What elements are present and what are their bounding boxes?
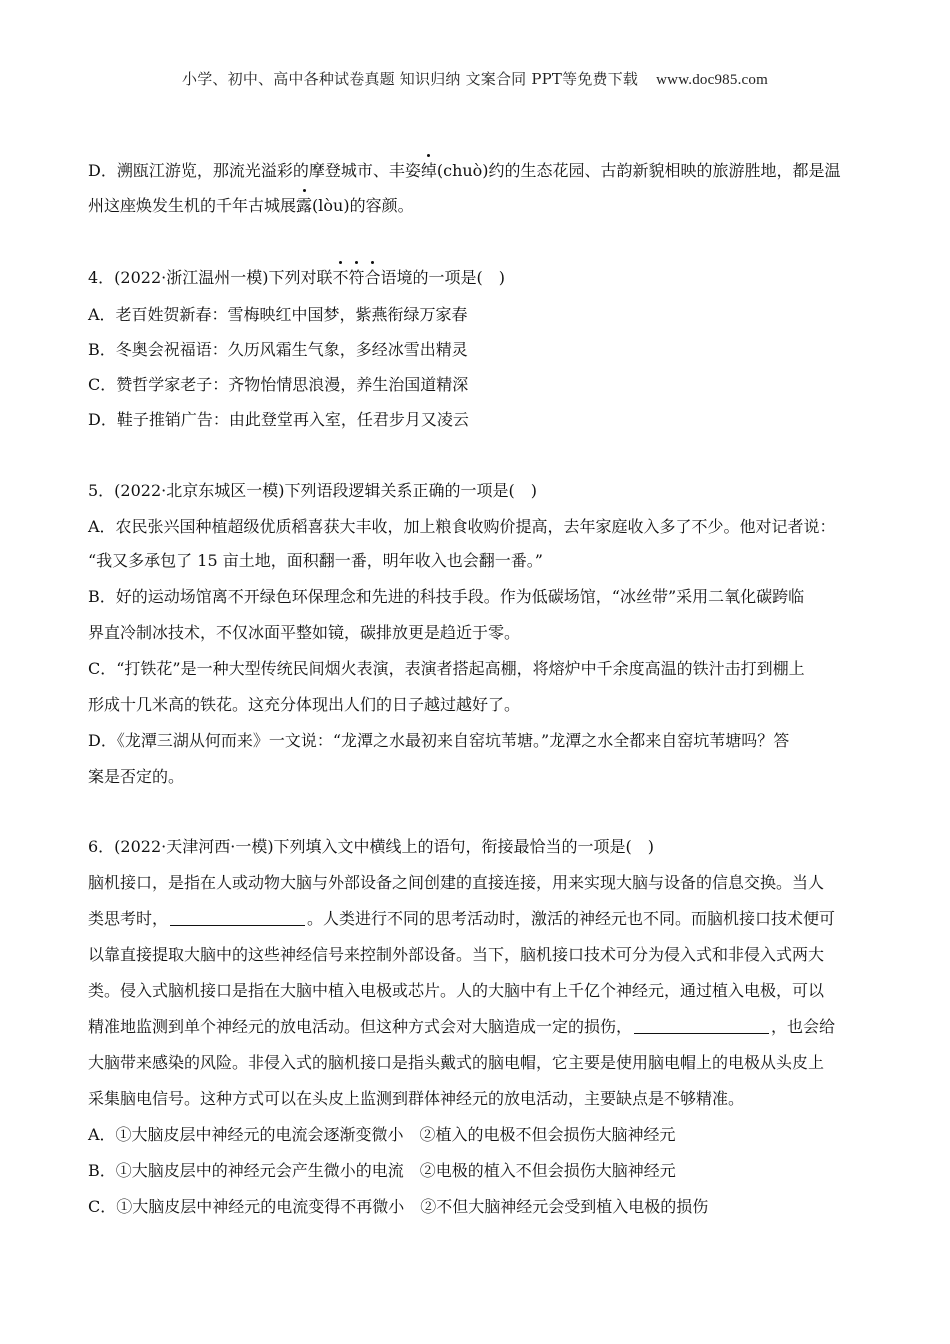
q5-line: 形成十几米高的铁花。这充分体现出人们的日子越过越好了。 [88, 695, 521, 714]
q6-passage-line: 精准地监测到单个神经元的放电活动。但这种方式会对大脑造成一定的损伤， ，也会给 [88, 1017, 836, 1036]
q6-passage-line: 以靠直接提取大脑中的这些神经信号来控制外部设备。当下，脑机接口技术可分为侵入式和非侵入式两大 [88, 945, 825, 964]
q4-option-a: A．老百姓贺新春：雪梅映红中国梦，紫燕衔绿万家春 [88, 305, 468, 324]
q6-passage-line: 类。侵入式脑机接口是指在大脑中植入电极或芯片。人的大脑中有上千亿个神经元，通过植入电极，可以 [88, 981, 825, 1000]
q5-line: C．“打铁花”是一种大型传统民间烟火表演，表演者搭起高棚，将熔炉中千余度高温的铁汁击打到棚上 [88, 659, 805, 678]
q5-line: 界直冷制冰技术，不仅冰面平整如镜，碳排放更是趋近于零。 [88, 623, 521, 642]
q6-passage-line: 采集脑电信号。这种方式可以在头皮上监测到群体神经元的放电活动，主要缺点是不够精准。 [88, 1089, 745, 1108]
q6-passage-line: 大脑带来感染的风险。非侵入式的脑机接口是指头戴式的脑电帽，它主要是使用脑电帽上的电极从头皮上 [88, 1053, 825, 1072]
emphasis-char: 不 [332, 265, 348, 288]
emphasis-char: 合 [365, 265, 381, 288]
q6-option-b: B．①大脑皮层中的神经元会产生微小的电流 ②电极的植入不但会损伤大脑神经元 [88, 1161, 676, 1180]
fill-blank-1[interactable] [170, 911, 305, 926]
emphasis-char: 露 [296, 193, 312, 216]
q6-passage-line: 脑机接口，是指在人或动物大脑与外部设备之间创建的直接连接，用来实现大脑与设备的信息交换。当人 [88, 873, 825, 892]
q4-option-b: B．冬奥会祝福语：久历风霜生气象，多经冰雪出精灵 [88, 340, 468, 359]
q5-line: D．《龙潭三湖从何而来》一文说：“龙潭之水最初来自窑坑苇塘。”龙潭之水全都来自窑坑苇塘吗？答 [88, 731, 790, 750]
q6-passage-line: 类思考时， 。人类进行不同的思考活动时，激活的神经元也不同。而脑机接口技术便可 [88, 909, 836, 928]
q4-option-c: C．赞哲学家老子：齐物怡情思浪漫，养生治国道精深 [88, 375, 469, 394]
header-url[interactable]: www.doc985.com [656, 72, 768, 88]
q5-line: 案是否定的。 [88, 767, 185, 786]
q5-line: A．农民张兴国种植超级优质稻喜获大丰收，加上粮食收购价提高，去年家庭收入多了不少。他对记者说： [88, 517, 836, 536]
q5-stem: 5．(2022·北京东城区一模)下列语段逻辑关系正确的一项是( ) [88, 481, 537, 500]
q6-option-c: C．①大脑皮层中神经元的电流变得不再微小 ②不但大脑神经元会受到植入电极的损伤 [88, 1197, 709, 1216]
q5-line: “我又多承包了 15 亩土地，面积翻一番，明年收入也会翻一番。” [88, 551, 543, 570]
q4-option-d: D．鞋子推销广告：由此登堂再入室，任君步月又凌云 [88, 410, 469, 429]
emphasis-char: 符 [349, 265, 365, 288]
q5-line: B．好的运动场馆离不开绿色环保理念和先进的科技手段。作为低碳场馆，“冰丝带”采用二氧化碳跨临 [88, 587, 805, 606]
q4-stem: 4．(2022·浙江温州一模)下列对联不符合语境的一项是( ) [88, 265, 505, 288]
q3-option-d-line2: 州这座焕发生机的千年古城展露(lòu)的容颜。 [88, 193, 414, 216]
fill-blank-2[interactable] [634, 1019, 769, 1034]
header-text: 小学、初中、高中各种试卷真题 知识归纳 文案合同 PPT等免费下载 [182, 70, 639, 88]
page-header [0, 68, 950, 89]
q6-stem: 6．(2022·天津河西·一模)下列填入文中横线上的语句，衔接最恰当的一项是( ) [88, 837, 655, 856]
q3-option-d-line1: D．溯瓯江游览，那流光溢彩的摩登城市、丰姿绰(chuò)约的生态花园、古韵新貌相映的旅游胜地，都是温 [88, 158, 841, 181]
emphasis-char: 绰 [421, 158, 437, 181]
q6-option-a: A．①大脑皮层中神经元的电流会逐渐变微小 ②植入的电极不但会损伤大脑神经元 [88, 1125, 676, 1144]
